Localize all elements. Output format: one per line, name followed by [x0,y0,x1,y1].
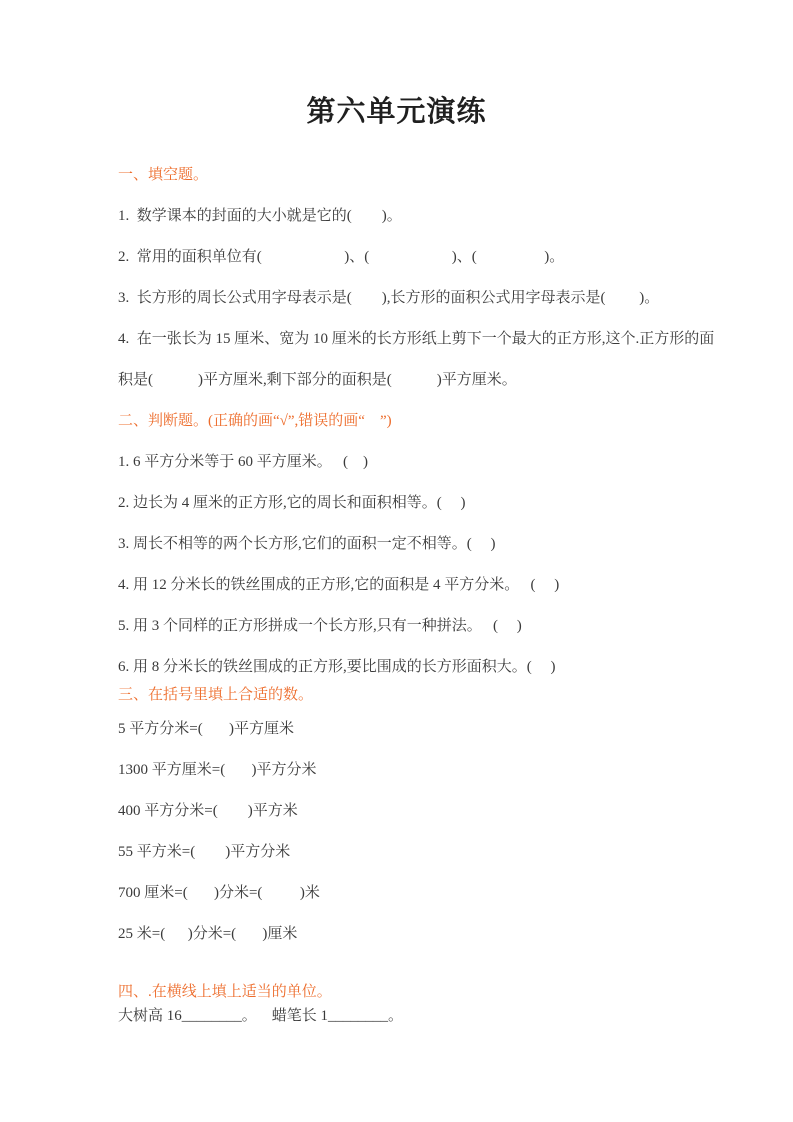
section3-conversion-3: 400 平方分米=( )平方米 [118,803,298,819]
section4-heading: 四、.在横线上填上适当的单位。 [118,984,332,1000]
section3-conversion-1: 5 平方分米=( )平方厘米 [118,721,294,737]
section3-conversion-2: 1300 平方厘米=( )平方分米 [118,762,317,778]
section2-question-6: 6. 用 8 分米长的铁丝围成的正方形,要比围成的长方形面积大。( ) [118,659,556,675]
section1-question-3: 3. 长方形的周长公式用字母表示是( ),长方形的面积公式用字母表示是( )。 [118,290,660,306]
section2-question-1: 1. 6 平方分米等于 60 平方厘米。 ( ) [118,454,368,470]
section1-heading: 一、填空题。 [118,167,209,183]
section2-heading: 二、判断题。(正确的画“√”,错误的画“ ”) [118,413,392,429]
section1-question-1: 1. 数学课本的封面的大小就是它的( )。 [118,208,402,224]
section3-conversion-6: 25 米=( )分米=( )厘米 [118,926,298,942]
section1-question-4-line2: 积是( )平方厘米,剩下部分的面积是( )平方厘米。 [118,372,517,388]
section1-question-2: 2. 常用的面积单位有( )、( )、( )。 [118,249,565,265]
section3-heading: 三、在括号里填上合适的数。 [118,687,314,703]
section2-question-4: 4. 用 12 分米长的铁丝围成的正方形,它的面积是 4 平方分米。 ( ) [118,577,560,593]
worksheet-title: 第六单元演练 [306,96,487,128]
section3-conversion-5: 700 厘米=( )分米=( )米 [118,885,320,901]
section2-question-3: 3. 周长不相等的两个长方形,它们的面积一定不相等。( ) [118,536,496,552]
section1-question-4-line1: 4. 在一张长为 15 厘米、宽为 10 厘米的长方形纸上剪下一个最大的正方形,这个.正方形的面 [118,331,715,347]
section4-question-1: 大树高 16________。 蜡笔长 1________。 [118,1008,404,1024]
section3-conversion-4: 55 平方米=( )平方分米 [118,844,291,860]
section2-question-5: 5. 用 3 个同样的正方形拼成一个长方形,只有一种拼法。 ( ) [118,618,522,634]
section2-question-2: 2. 边长为 4 厘米的正方形,它的周长和面积相等。( ) [118,495,466,511]
